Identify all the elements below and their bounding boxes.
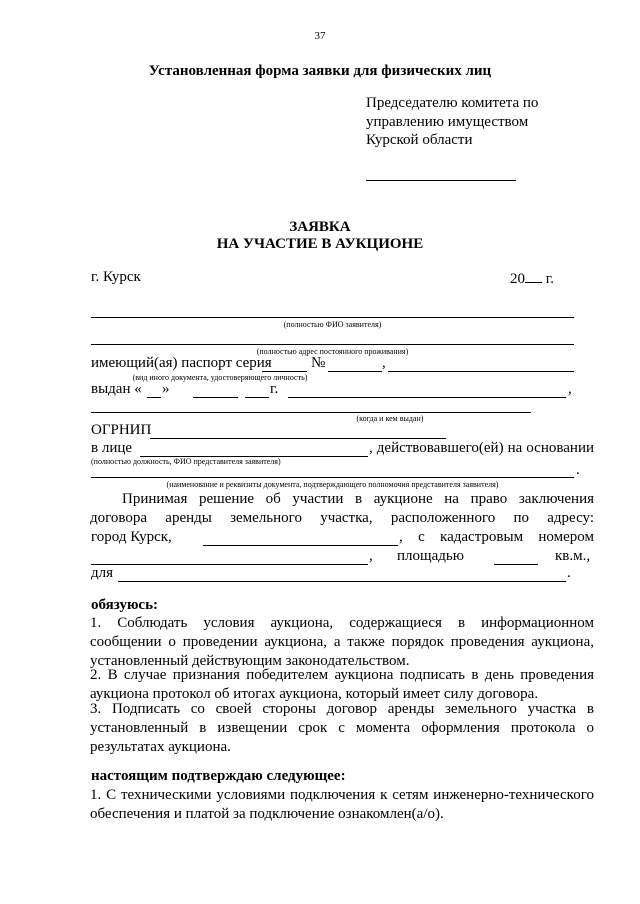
comma: , <box>568 381 572 397</box>
issued-by-field-2[interactable] <box>91 412 531 413</box>
confirmation-heading: настоящим подтверждаю следующее: <box>91 768 346 784</box>
document-subtitle: НА УЧАСТИЕ В АУКЦИОНЕ <box>216 236 424 252</box>
city: г. Курск <box>91 269 141 285</box>
ogrnip-field[interactable] <box>150 438 446 439</box>
issued-quote-close: » <box>162 381 170 397</box>
passport-series-field[interactable] <box>262 371 307 372</box>
addressee-line-1: Председателю комитета по <box>366 95 539 111</box>
caption-doc-type: (вид иного документа, удостоверяющего личность) <box>132 373 308 382</box>
caption-rep-docs: (наименование и реквизиты документа, подтверждающего полномочия представителя заявителя) <box>166 480 499 489</box>
passport-extra-field[interactable] <box>388 371 574 372</box>
issued-month-field[interactable] <box>193 397 238 398</box>
area-label: площадью <box>397 548 464 564</box>
area-field[interactable] <box>494 564 538 565</box>
form-title: Установленная форма заявки для физических лиц <box>148 63 492 79</box>
obligation-item-2: 2. В случае признания победителем аукциона подписать в день проведения аукциона протокол об итогах аукциона, который имеет силу договора. <box>90 667 594 702</box>
number-sign: № <box>311 355 326 371</box>
period: . <box>576 462 580 478</box>
area-unit: кв.м., <box>555 548 591 564</box>
caption-issued-by: (когда и кем выдан) <box>356 414 424 423</box>
cadastral-number-field[interactable] <box>91 564 368 565</box>
comma: , <box>382 355 386 371</box>
issued-day-field[interactable] <box>147 397 161 398</box>
issued-year-abbr: г. <box>270 381 279 397</box>
rep-basis: , действовавшего(ей) на основании <box>369 440 594 456</box>
fio-field[interactable] <box>91 317 574 318</box>
intro-comma: , <box>369 548 373 564</box>
obligation-item-1: 1. Соблюдать условия аукциона, содержащиеся в информационном сообщении о проведении аукциона, а также порядок проведения аукциона, установленный действующим законодательством. <box>90 615 594 669</box>
year-prefix: 20 <box>510 271 525 287</box>
caption-fio: (полностью ФИО заявителя) <box>283 320 382 329</box>
caption-rep-position: (полностью должность, ФИО представителя заявителя) <box>91 457 281 466</box>
rep-label: в лице <box>91 440 133 456</box>
confirmation-item-1: 1. С техническими условиями подключения к сетям инженерно-технического обеспечения и платой за подключение ознакомлен(а/о). <box>90 787 594 822</box>
period: . <box>567 565 571 581</box>
address-field[interactable] <box>91 344 574 345</box>
rep-docs-field[interactable] <box>91 477 574 478</box>
page-number: 37 <box>314 30 326 42</box>
addressee-signature-line[interactable] <box>366 180 516 181</box>
intro-line-1: Принимая решение об участии в аукционе на право заключения <box>122 491 594 507</box>
year-suffix: г. <box>545 271 554 287</box>
addressee-line-3: Курской области <box>366 132 473 148</box>
addressee-line-2: управлению имуществом <box>366 114 529 130</box>
caption-address: (полностью адрес постоянного проживания) <box>256 347 409 356</box>
document-title: ЗАЯВКА <box>289 219 351 235</box>
passport-number-field[interactable] <box>328 371 382 372</box>
intro-address-field[interactable] <box>203 545 398 546</box>
issued-by-field[interactable] <box>288 397 566 398</box>
intro-city: город Курск, <box>91 529 172 545</box>
passport-label: имеющий(ая) паспорт серия <box>91 355 272 371</box>
purpose-field[interactable] <box>118 581 566 582</box>
date-year <box>510 269 554 288</box>
intro-line-2: договора аренды земельного участка, расположенного по адресу: <box>90 510 594 526</box>
issued-year-field[interactable] <box>245 397 269 398</box>
issued-label: выдан « <box>91 381 142 397</box>
ogrnip-label: ОГРНИП <box>91 422 152 438</box>
obligation-item-3: 3. Подписать со своей стороны договор аренды земельного участка в установленный в извещении срок с момента оформления протокола о результатах аукциона. <box>90 701 594 755</box>
purpose-label: для <box>91 565 114 581</box>
intro-cadastral-label: , с кадастровым номером <box>399 529 594 545</box>
obligations-heading: обязуюсь: <box>91 597 159 613</box>
year-blank[interactable] <box>525 269 542 283</box>
